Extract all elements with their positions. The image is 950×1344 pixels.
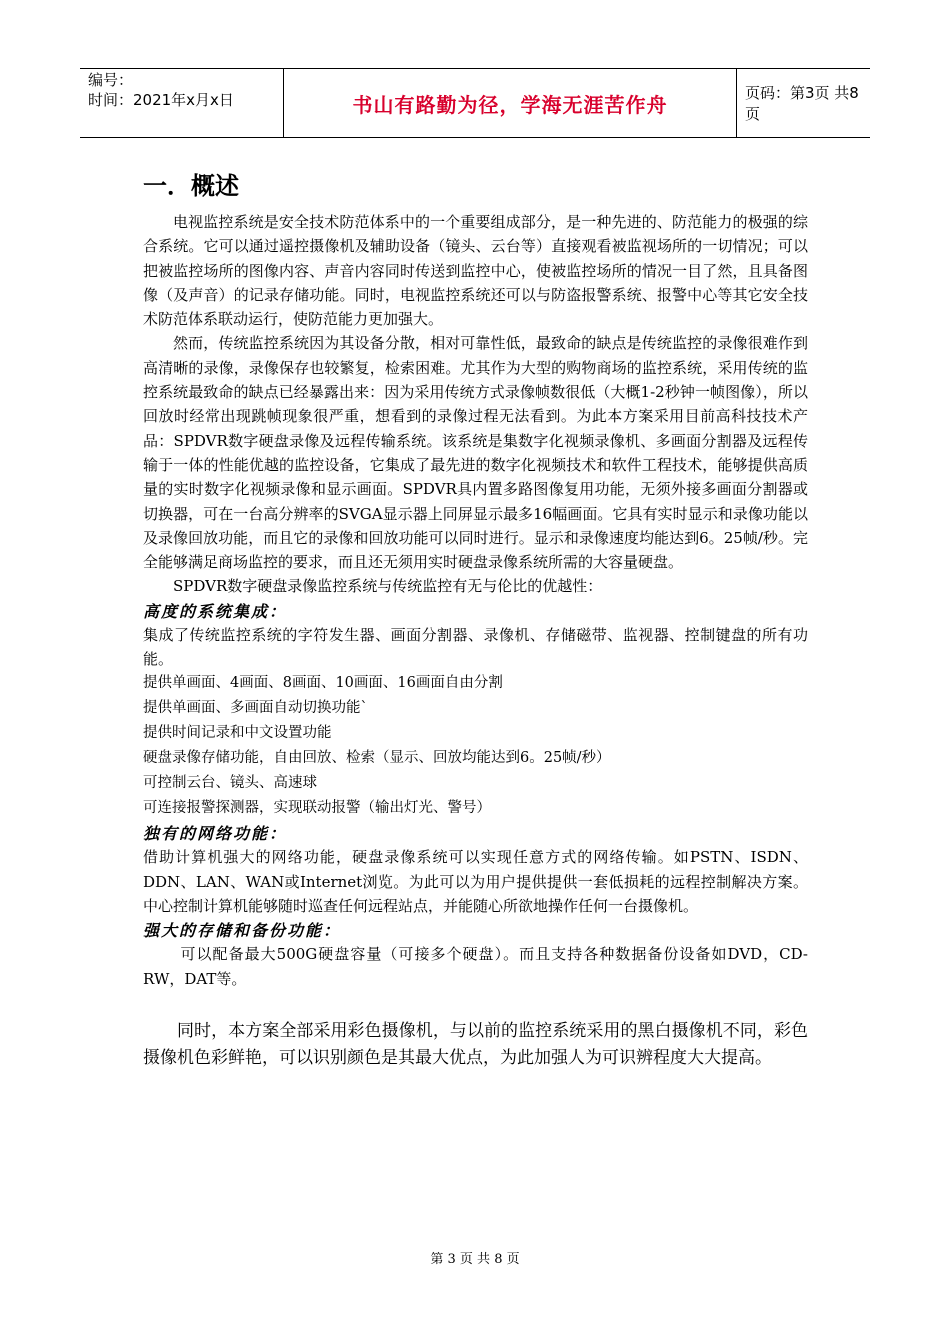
list-item: 提供单画面、4画面、8画面、10画面、16画面自由分割 [143,675,503,692]
storage-heading: 强大的存储和备份功能： [143,921,342,941]
list-item: 硬盘录像存储功能，自由回放、检索（显示、回放均能达到6。25帧/秒） [143,750,611,767]
advantage-intro: SPDVR数字硬盘录像监控系统与传统监控有无与伦比的优越性： [173,577,603,596]
document-number-label: 编号： [88,71,134,89]
storage-text: 可以配备最大500G硬盘容量（可接多个硬盘）。而且支持各种数据备份设备如DVD，CD-RW，DAT等。 [143,945,808,989]
document-body [143,168,808,1072]
list-item: 可连接报警探测器，实现联动报警（输出灯光、警号） [143,800,491,817]
integration-heading: 高度的系统集成： [143,601,288,621]
overview-paragraph: 电视监控系统是安全技术防范体系中的一个重要组成部分，是一种先进的、防范能力的极强的综合系统。它可以通过遥控摄像机及辅助设备（镜头、云台等）直接观看被监视场所的一切情况；可以把被监控场所的图像内容、声音内容同时传送到监控中心，使被监控场所的情况一目了然，且具备图像（及声音）的记录存储功能。同时，电视监控系统还可以与防盗报警系统、报警中心等其它安全技术防范体系联动运行，使防范能力更加强大。 [143,213,808,329]
page-footer: 第 3 页 共 8 页 [430,1252,520,1267]
network-heading: 独有的网络功能： [143,824,288,844]
header-motto-cell [283,69,737,137]
header-meta [80,69,283,137]
header-page-info: 页码：第3页 共8页 [745,84,859,123]
list-item: 提供时间记录和中文设置功能 [143,725,332,742]
network-text: 借助计算机强大的网络功能，硬盘录像系统可以实现任意方式的网络传输。如PSTN、ISDN、DDN、LAN、WAN或Internet浏览。为此可以为用户提供提供一套低损耗的远程控制解决方案。中心控制计算机能够随时巡查任何远程站点，并能随心所欲地操作任何一台摄像机。 [143,848,808,915]
traditional-paragraph: 然而，传统监控系统因为其设备分散，相对可靠性低，最致命的缺点是传统监控的录像很难作到高清晰的录像，录像保存也较繁复，检索困难。尤其作为大型的购物商场的监控系统，采用传统的监控系统最致命的缺点已经暴露出来：因为采用传统方式录像帧数很低（大概1-2秒钟一帧图像），所以回放时经常出现跳帧现象很严重，想看到的录像过程无法看到。为此本方案采用目前高科技技术产品：SPDVR数字硬盘录像及远程传输系统。该系统是集数字化视频录像机、多画面分割器及远程传输于一体的性能优越的监控设备，它集成了最先进的数字化视频技术和软件工程技术，能够提供高质量的实时数字化视频录像和显示画面。SPDVR具内置多路图像复用功能，无须外接多画面分割器或切换器，可在一台高分辨率的SVGA显示器上同屏显示最多16幅画面。它具有实时显示和录像功能以及录像回放功能，而且它的录像和回放功能可以同时进行。显示和录像速度均能达到6。25帧/秒。完全能够满足商场监控的要求，而且还无须用实时硬盘录像系统所需的大容量硬盘。 [143,334,808,572]
document-time-label: 时间：2021年x月x日 [88,91,234,109]
list-item: 提供单画面、多画面自动切换功能` [143,700,368,717]
integration-intro: 集成了传统监控系统的字符发生器、画面分割器、录像机、存储磁带、监视器、控制键盘的所有功能。 [143,625,808,669]
section-title: 一．概述 [143,172,239,200]
page-header [80,68,870,138]
closing-paragraph: 同时，本方案全部采用彩色摄像机，与以前的监控系统采用的黑白摄像机不同，彩色摄像机色彩鲜艳，可以识别颜色是其最大优点，为此加强人为可识辨程度大大提高。 [143,1021,808,1069]
list-item: 可控制云台、镜头、高速球 [143,775,317,792]
header-motto: 书山有路勤为径，学海无涯苦作舟 [352,92,668,117]
